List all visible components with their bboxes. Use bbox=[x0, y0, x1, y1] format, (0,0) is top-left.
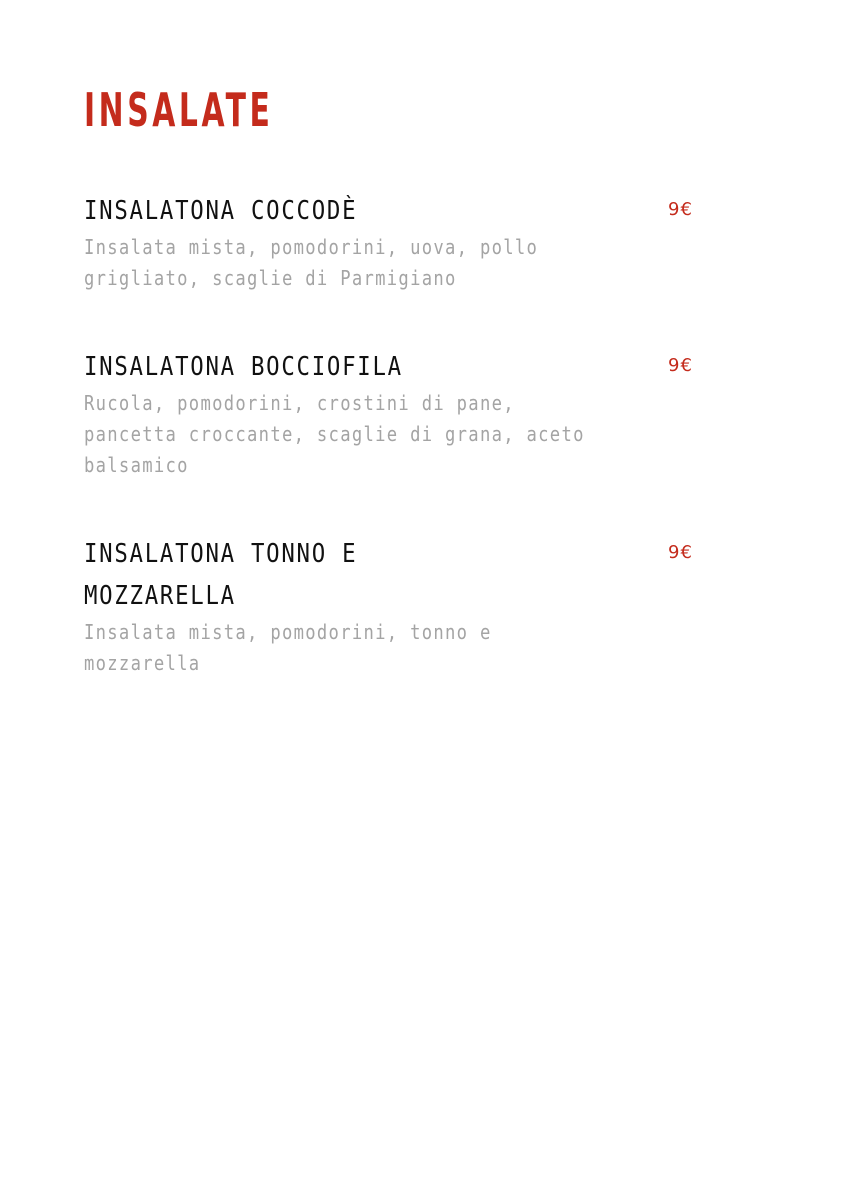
item-name: INSALATONA COCCODÈ bbox=[84, 196, 358, 226]
menu-item bbox=[84, 190, 724, 294]
menu-item bbox=[84, 533, 724, 679]
item-price: 9€ bbox=[668, 542, 693, 563]
menu-item bbox=[84, 346, 724, 481]
item-name: INSALATONA TONNO E MOZZARELLA bbox=[84, 539, 358, 611]
section-title: INSALATE bbox=[84, 83, 274, 137]
item-price: 9€ bbox=[668, 355, 693, 376]
item-name: INSALATONA BOCCIOFILA bbox=[84, 352, 403, 382]
item-description: Rucola, pomodorini, crostini di pane, pancetta croccante, scaglie di grana, aceto balsamico bbox=[84, 391, 585, 477]
item-description: Insalata mista, pomodorini, tonno e mozzarella bbox=[84, 620, 492, 675]
item-description: Insalata mista, pomodorini, uova, pollo grigliato, scaglie di Parmigiano bbox=[84, 235, 539, 290]
menu-list bbox=[84, 190, 724, 731]
item-price: 9€ bbox=[668, 199, 693, 220]
